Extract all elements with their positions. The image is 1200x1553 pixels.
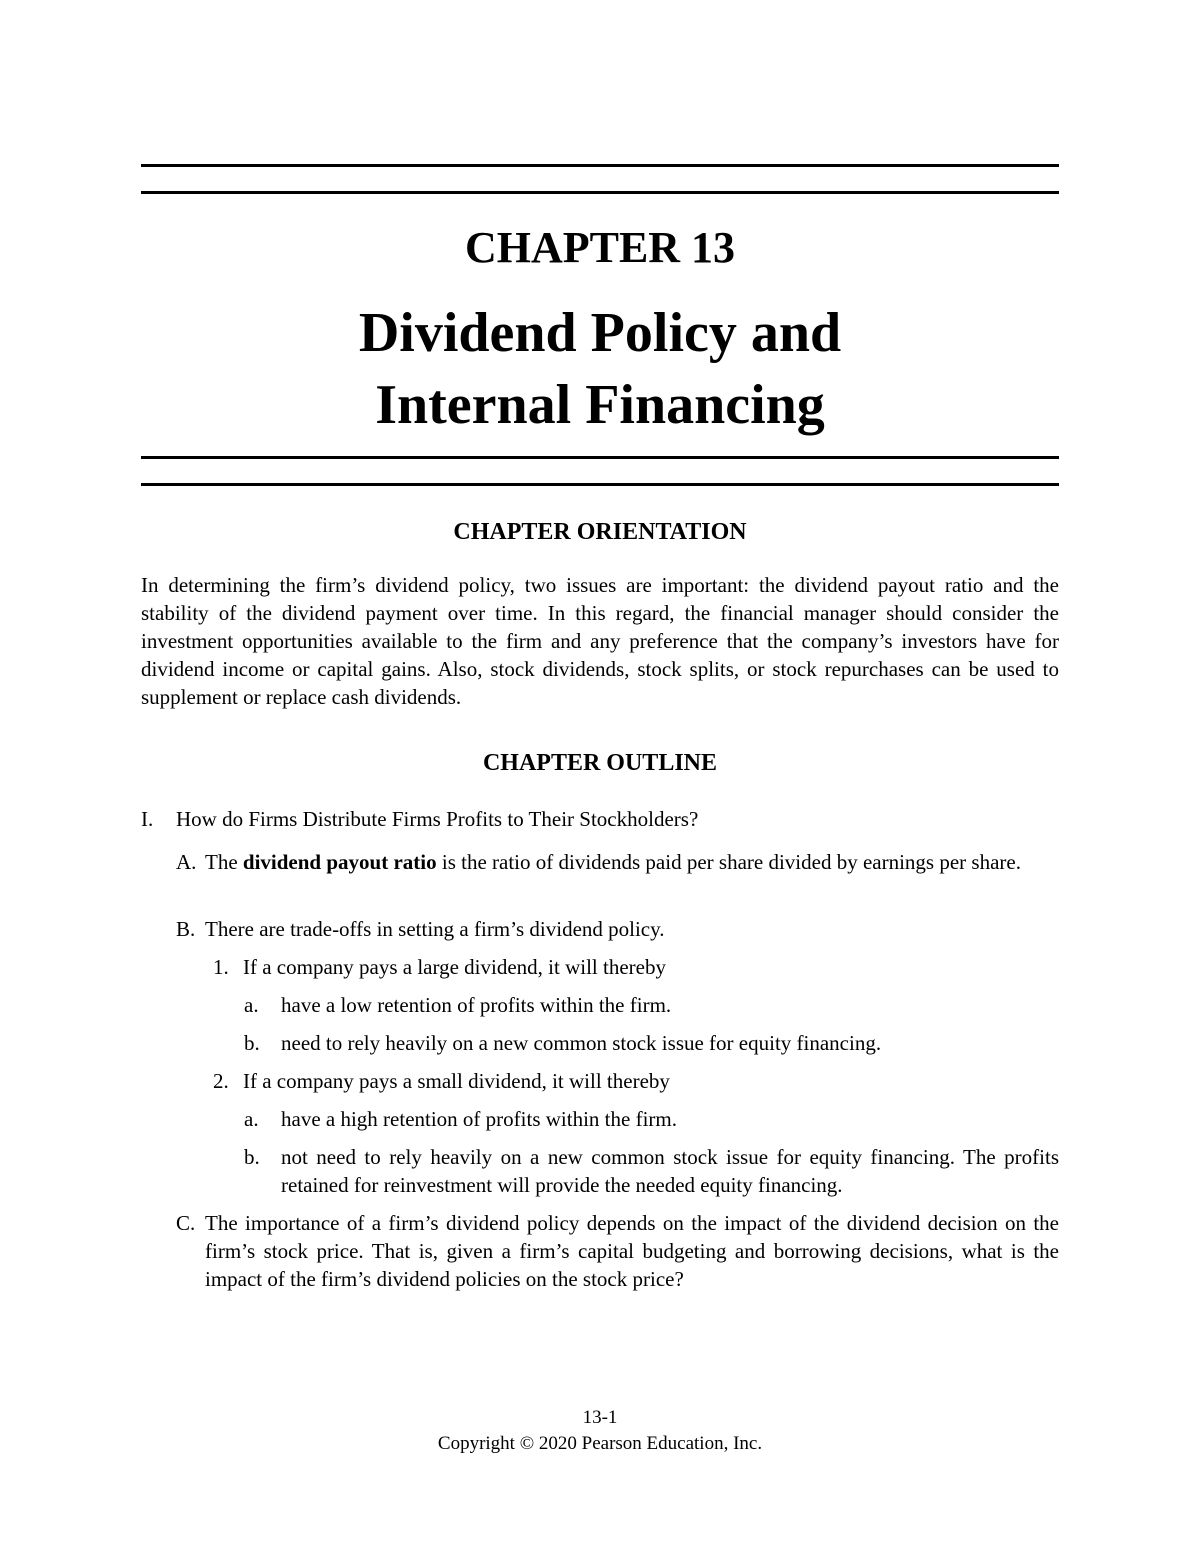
chapter-title-line-1: Dividend Policy and: [358, 302, 842, 364]
outline-item-B2a: [141, 1105, 1059, 1133]
header-rule-top: [141, 164, 1059, 167]
outline-heading: CHAPTER OUTLINE: [482, 750, 718, 776]
outline-text: not need to rely heavily on a new common stock issue for equity financing. The profits retained for reinvestment will provide the needed equity financing.: [281, 1145, 1059, 1197]
outline-text: If a company pays a large dividend, it will thereby: [243, 955, 666, 979]
outline-text: [205, 848, 1059, 876]
outline-text: How do Firms Distribute Firms Profits to Their Stockholders?: [176, 807, 699, 831]
outline-item-B1b: [141, 1029, 1059, 1057]
header-rule-second: [141, 191, 1059, 194]
orientation-heading: CHAPTER ORIENTATION: [453, 519, 747, 545]
outline-text: The importance of a firm’s dividend policy depends on the impact of the dividend decision on the firm’s stock price. That is, given a firm’s capital budgeting and borrowing decisions, what is the impact of the firm’s dividend policies on the stock price?: [205, 1211, 1059, 1291]
outline-marker: I.: [141, 807, 154, 831]
chapter-number: CHAPTER 13: [464, 223, 736, 272]
outline-marker: B.: [176, 917, 196, 941]
outline-text: There are trade-offs in setting a firm’s dividend policy.: [205, 917, 665, 941]
title-rule-bottom: [141, 483, 1059, 486]
outline-item-B2: [141, 1067, 1059, 1095]
outline-item-A: [141, 848, 1059, 876]
outline-text-part: The: [205, 850, 243, 874]
outline-text: have a high retention of profits within the firm.: [281, 1107, 677, 1131]
chapter-title-line-2: Internal Financing: [375, 374, 825, 436]
page-number: 13-1: [582, 1407, 618, 1428]
outline-marker: a.: [244, 993, 259, 1017]
outline-item-I: [141, 805, 1059, 833]
outline-marker: C.: [176, 1211, 196, 1235]
orientation-paragraph: In determining the firm’s dividend policy, two issues are important: the dividend payout ratio and the stability of the dividend payment over time. In this regard, the financial manager should consider the investment opportunities available to the firm and any preference that the company’s investors have for dividend income or capital gains. Also, stock dividends, stock splits, or stock repurchases can be used to supplement or replace cash dividends.: [141, 573, 1059, 709]
outline-item-B: [141, 915, 1059, 943]
outline-marker: b.: [244, 1031, 260, 1055]
outline-marker: A.: [176, 850, 197, 874]
outline-text-part: is the ratio of dividends paid per share divided by earnings per share.: [436, 850, 1021, 874]
outline-text: need to rely heavily on a new common stock issue for equity financing.: [281, 1031, 882, 1055]
outline-marker: a.: [244, 1107, 259, 1131]
copyright-notice: Copyright © 2020 Pearson Education, Inc.: [437, 1433, 763, 1454]
outline-marker: 2.: [213, 1069, 229, 1093]
outline-item-C: [141, 1209, 1059, 1293]
outline-marker: 1.: [213, 955, 229, 979]
outline-item-B1: [141, 953, 1059, 981]
outline-item-B1a: [141, 991, 1059, 1019]
outline-marker: b.: [244, 1145, 260, 1169]
outline-text: have a low retention of profits within the firm.: [281, 993, 672, 1017]
defined-term: dividend payout ratio: [242, 850, 437, 874]
outline-text: If a company pays a small dividend, it will thereby: [243, 1069, 670, 1093]
title-rule-top: [141, 456, 1059, 459]
outline-item-B2b: [141, 1143, 1059, 1199]
